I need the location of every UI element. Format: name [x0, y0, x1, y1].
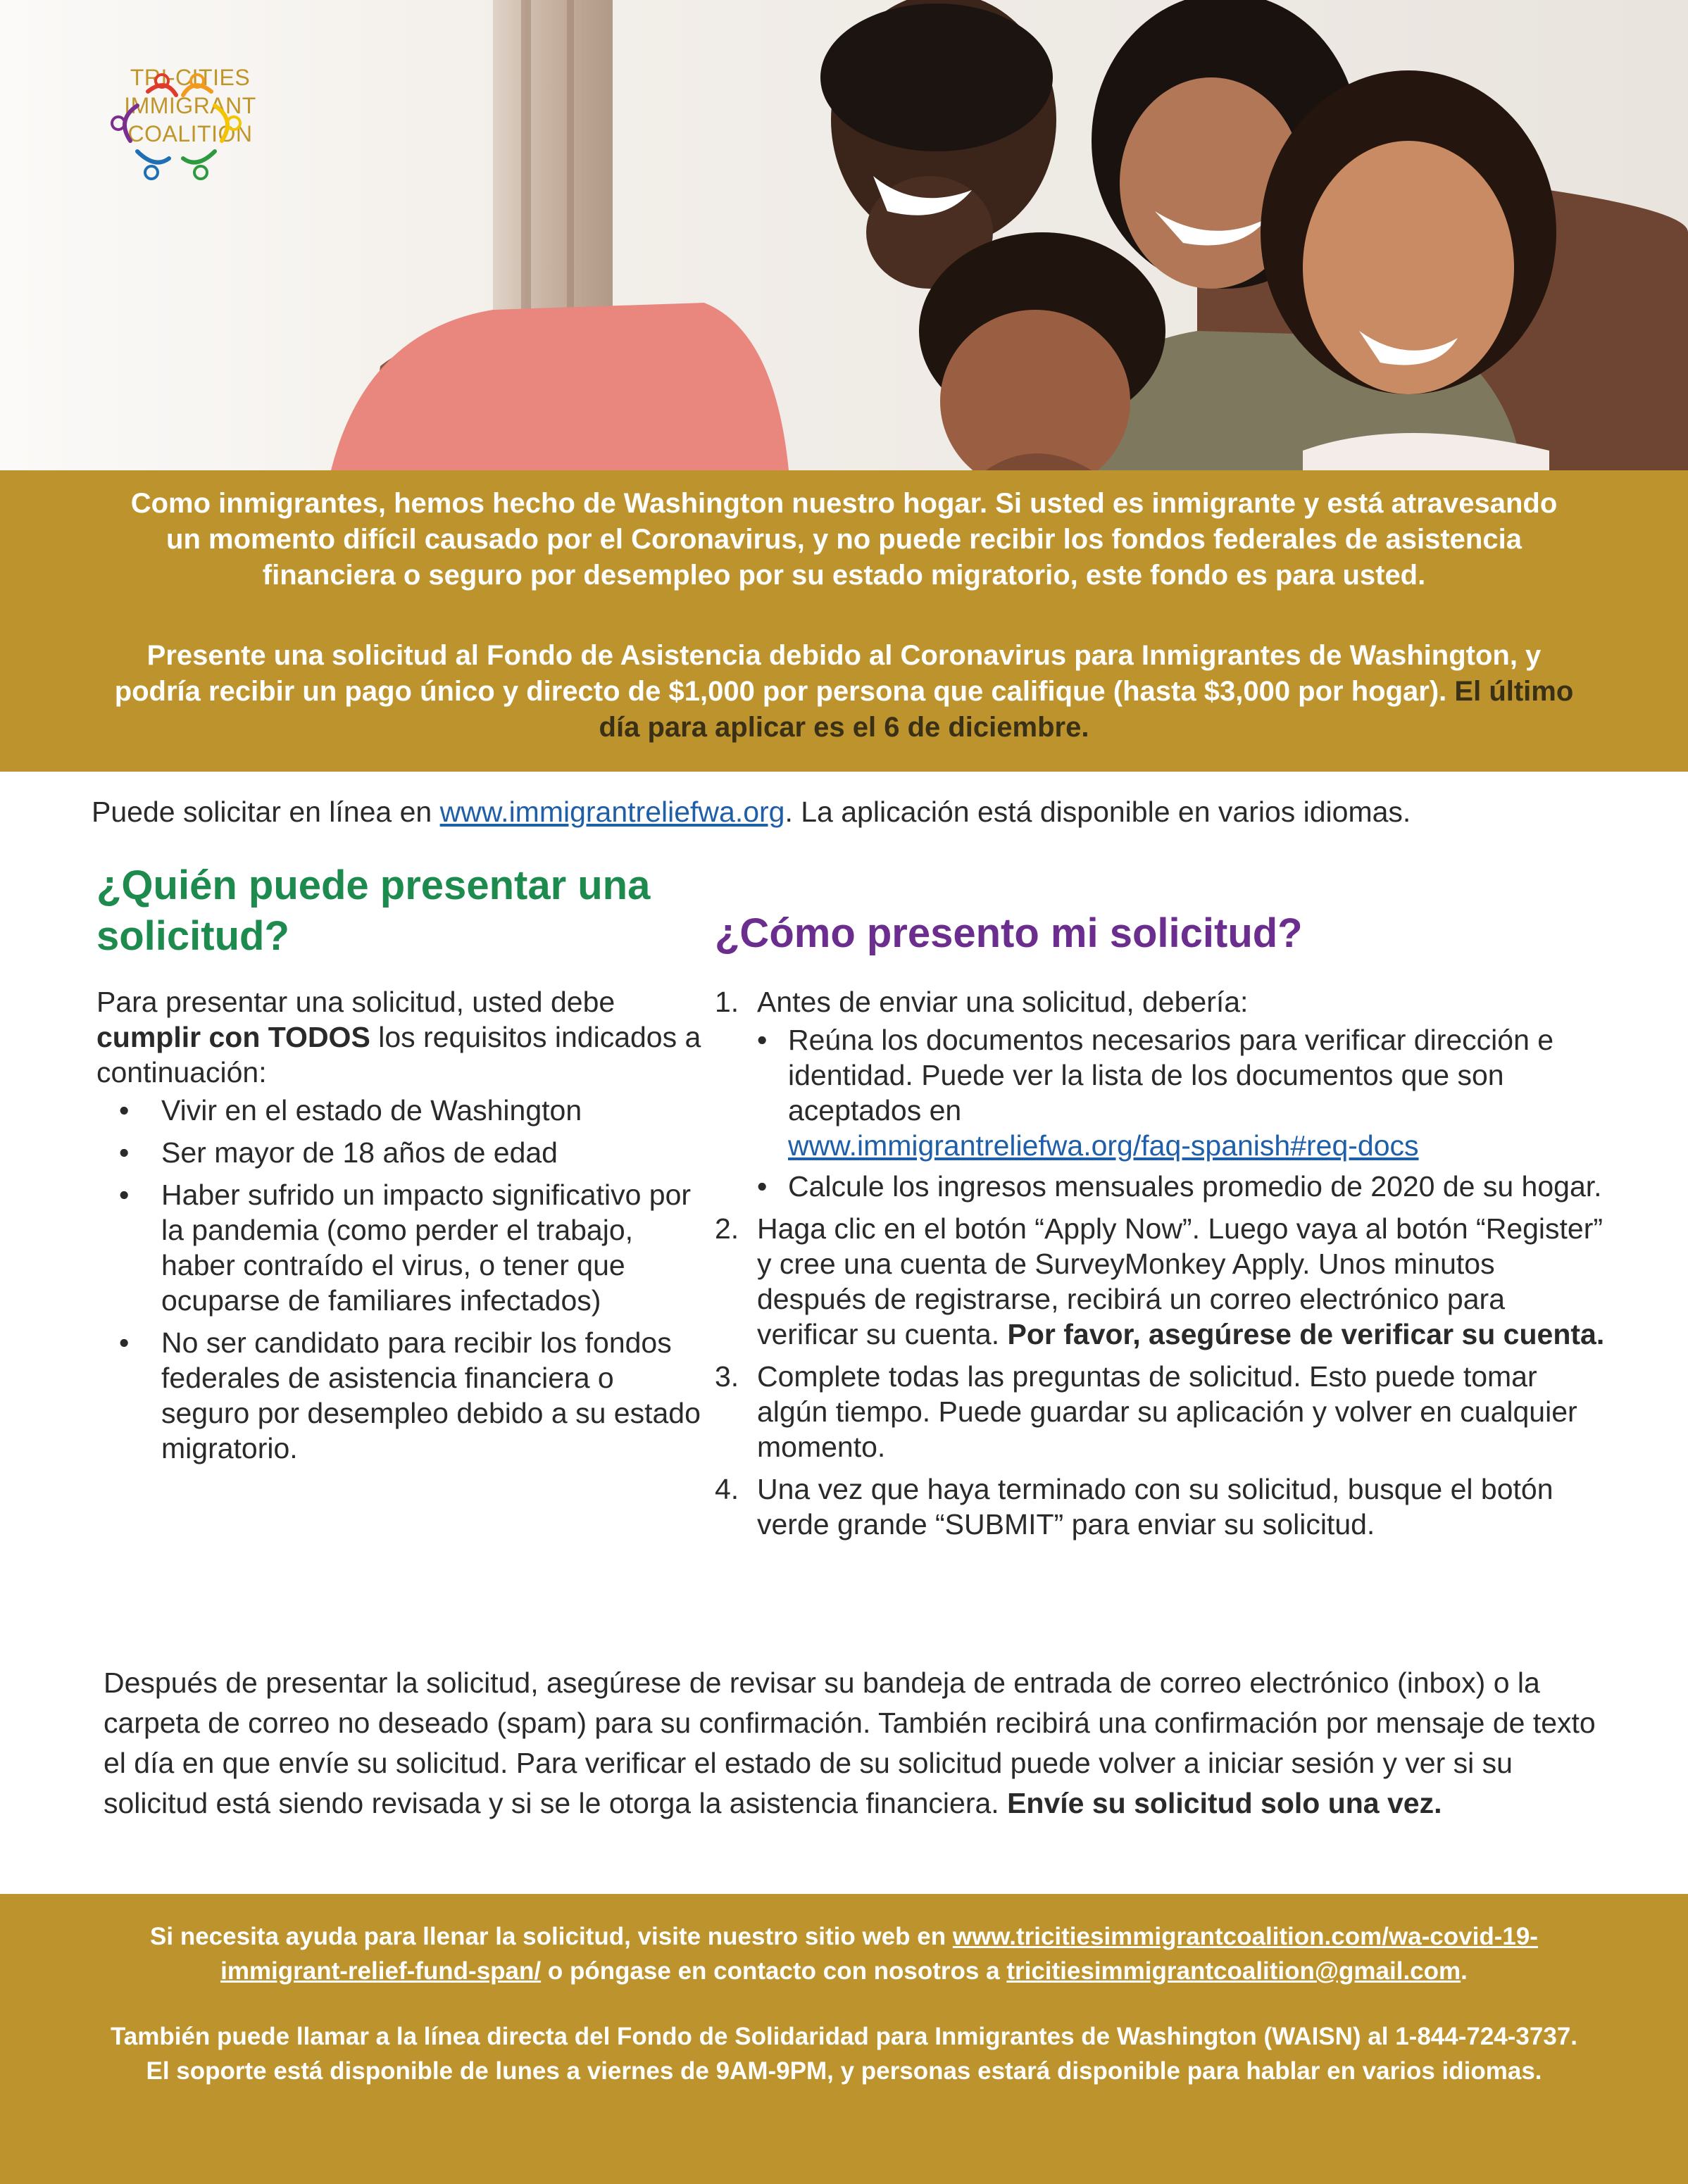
step-number: 2. — [715, 1212, 739, 1245]
req-docs-link[interactable]: www.immigrantreliefwa.org/faq-spanish#req-docs — [788, 1129, 1419, 1162]
apply-text — [106, 638, 1582, 746]
list-item — [96, 1135, 702, 1170]
eligibility-list — [96, 1093, 702, 1466]
step-number: 3. — [715, 1360, 739, 1393]
after-bold-text: Envíe su solicitud solo una vez. — [1007, 1787, 1442, 1819]
list-item — [757, 1022, 1609, 1163]
list-item — [96, 1093, 702, 1128]
relief-website-link[interactable]: www.immigrantreliefwa.org — [439, 796, 785, 828]
eligibility-intro — [96, 984, 702, 1090]
coalition-email-link[interactable]: tricitiesimmigrantcoalition@gmail.com — [1006, 1957, 1461, 1985]
step-bold-text: Por favor, asegúrese de verificar su cuenta. — [1007, 1318, 1605, 1350]
step-1-sublist — [757, 1022, 1609, 1204]
step-number: 4. — [715, 1473, 739, 1505]
step-text: Complete todas las preguntas de solicitud. Esto puede tomar algún tiempo. Puede guardar su aplicación y volver en cualquier momento. — [757, 1360, 1577, 1463]
sub-item-text: Reúna los documentos necesarios para verificar dirección e identidad. Puede ver la lista de los documentos que son aceptados en — [788, 1024, 1554, 1126]
online-after: . La aplicación está disponible en varios idiomas. — [784, 796, 1411, 828]
logo-line-3: COALITION — [127, 121, 253, 146]
intro-before: Para presentar una solicitud, usted debe — [96, 986, 615, 1018]
intro-text: Como inmigrantes, hemos hecho de Washington nuestro hogar. Si usted es inmigrante y está atravesando un momento difícil causado por el Coronavirus, y no puede recibir los fondos federales de asistencia financiera o seguro por desempleo por su estado migratorio, este fondo es para usted. — [130, 488, 1558, 591]
apply-offer: Presente una solicitud al Fondo de Asistencia debido al Coronavirus para Inmigrantes de Washington, y podría recibir un pago único y directo de $1,000 por persona que califique (hasta $3,000 por hogar). — [114, 640, 1542, 707]
intro-bold: cumplir con TODOS — [96, 1021, 370, 1053]
list-item — [757, 1169, 1609, 1204]
bullet-icon: • — [757, 1024, 768, 1056]
step-text: Haga clic en el botón “Apply Now”. Luego vaya al botón “Register” y cree una cuenta de SurveyMonkey Apply. Unos minutos después de registrarse, recibirá un correo electrónico para verificar su cuenta. — [757, 1212, 1603, 1350]
steps-list — [715, 984, 1609, 1542]
help-middle: o póngase en contacto con nosotros a — [541, 1957, 1007, 1985]
after-text: Después de presentar la solicitud, asegúrese de revisar su bandeja de entrada de correo electrónico (inbox) o la carpeta de correo no deseado (spam) para su confirmación. También recibirá una confirmación por mensaje de texto el día en que envíe su solicitud. Para verificar el estado de su solicitud puede volver a iniciar sesión y ver si su solicitud está siendo revisada y si se le otorga la asistencia financiera. — [104, 1667, 1596, 1819]
step-text: Una vez que haya terminado con su solicitud, busque el botón verde grande “SUBMIT” para enviar su solicitud. — [757, 1473, 1553, 1540]
list-item-text: Vivir en el estado de Washington — [161, 1094, 582, 1126]
coalition-website-link[interactable]: www.tricitiesimmigrantcoalition.com/wa-covid-19-immigrant-relief-fund-span/ — [220, 1923, 1538, 1985]
step-2 — [715, 1211, 1609, 1352]
hotline-text: También puede llamar a la línea directa del Fondo de Solidaridad para Inmigrantes de Washington (WAISN) al 1-844-724-3737. El soporte está disponible de lunes a viernes de 9AM-9PM, y personas estará disponible para hablar en varios idiomas. — [110, 2023, 1578, 2085]
list-item — [96, 1325, 702, 1466]
step-4 — [715, 1471, 1609, 1542]
list-item-text: Ser mayor de 18 años de edad — [161, 1136, 558, 1169]
intro-banner — [0, 470, 1688, 772]
help-end: . — [1461, 1957, 1468, 1985]
online-before: Puede solicitar en línea en — [92, 796, 440, 828]
list-item — [96, 1177, 702, 1318]
how-to-apply-section — [715, 984, 1609, 1549]
step-number: 1. — [715, 986, 739, 1018]
hero-photo — [0, 0, 1688, 470]
step-text: Antes de enviar una solicitud, debería: — [757, 986, 1249, 1018]
step-1 — [715, 984, 1609, 1204]
help-before: Si necesita ayuda para llenar la solicitud, visite nuestro sitio web en — [150, 1923, 953, 1950]
list-item-text: Haber sufrido un impacto significativo por la pandemia (como perder el trabajo, haber contraído el virus, o tener que ocuparse de familiares infectados) — [161, 1179, 692, 1317]
help-banner — [0, 1894, 1688, 2184]
list-item-text: No ser candidato para recibir los fondos federales de asistencia financiera o seguro por desempleo debido a su estado migratorio. — [161, 1326, 701, 1464]
who-can-apply-heading: ¿Quién puede presentar una solicitud? — [96, 862, 651, 959]
how-to-apply-heading: ¿Cómo presento mi solicitud? — [715, 910, 1303, 956]
sub-item-text: Calcule los ingresos mensuales promedio de 2020 de su hogar. — [788, 1170, 1602, 1203]
logo-line-2: IMMIGRANT — [124, 93, 256, 118]
step-3 — [715, 1359, 1609, 1464]
bullet-icon: • — [119, 1326, 130, 1359]
apply-online-line — [92, 793, 1641, 831]
logo-line-1: TRI-CITIES — [130, 65, 251, 90]
bullet-icon: • — [119, 1136, 130, 1169]
eligibility-section — [96, 984, 702, 1473]
bullet-icon: • — [119, 1179, 130, 1211]
bullet-icon: • — [757, 1170, 768, 1203]
bullet-icon: • — [119, 1094, 130, 1126]
help-text — [106, 1919, 1582, 1988]
star-people-logo-icon — [106, 63, 246, 183]
after-applying-paragraph — [104, 1663, 1596, 1824]
deadline-text: El último día para aplicar es el 6 de diciembre. — [599, 676, 1574, 743]
intro-after: los requisitos indicados a continuación: — [96, 1021, 701, 1088]
coalition-logo — [106, 63, 275, 148]
